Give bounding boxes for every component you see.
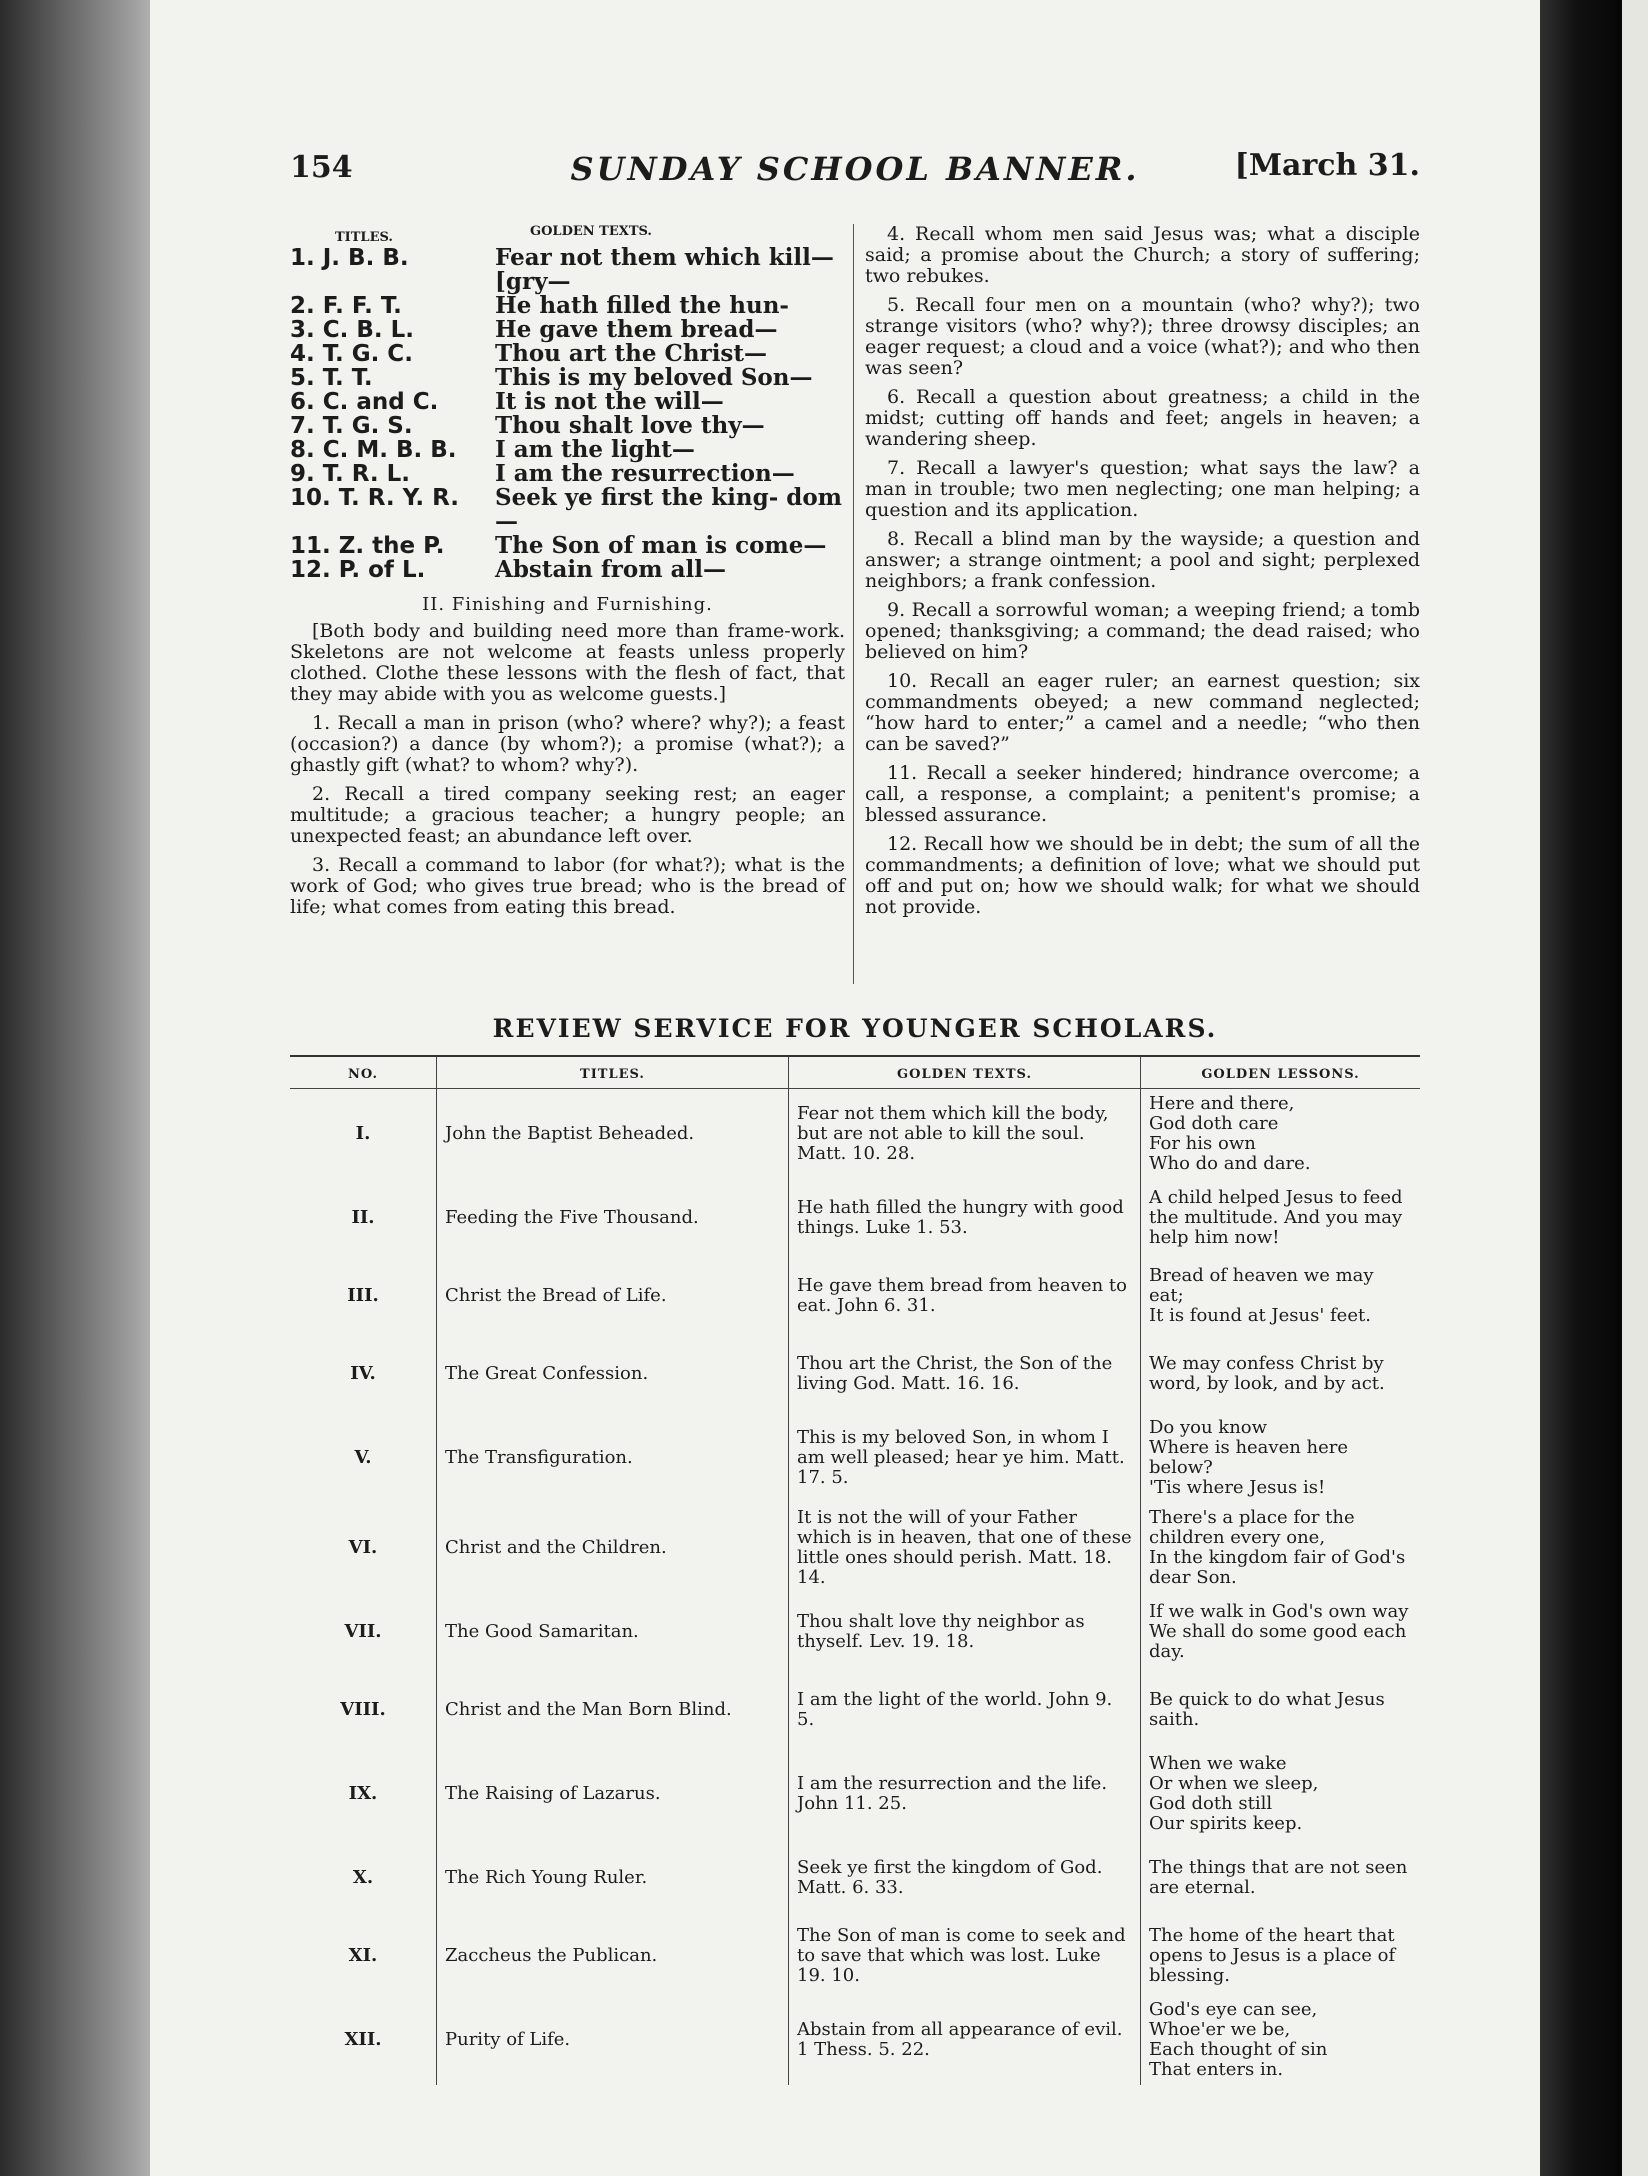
lesson-number: I. bbox=[355, 1123, 371, 1144]
lesson-title: Purity of Life. bbox=[437, 1995, 789, 2085]
titles-row bbox=[290, 486, 845, 534]
review-row bbox=[290, 1413, 1420, 1503]
review-service-title: REVIEW SERVICE FOR YOUNGER SCHOLARS. bbox=[492, 1014, 1218, 1043]
titles-row bbox=[290, 390, 845, 414]
recall-item: 6. Recall a question about greatness; a child in the midst; cutting off hands and feet; angels in heaven; a wandering sheep. bbox=[865, 386, 1420, 450]
recall-item: 2. Recall a tired company seeking rest; an eager multitude; a gracious teacher; a hungry people; an unexpected feast; an abundance left over. bbox=[290, 783, 845, 847]
title-abbreviation: 7. T. G. S. bbox=[290, 413, 413, 439]
title-abbreviation: 5. T. T. bbox=[290, 365, 373, 391]
intro-paragraph: [Both body and building need more than frame-work. Skeletons are not welcome at feasts unless properly clothed. Clothe these lessons with the flesh of fact, that they may abide with you as welcome guests.] bbox=[290, 620, 845, 705]
lesson-title: Christ and the Man Born Blind. bbox=[437, 1671, 789, 1749]
golden-texts-label: GOLDEN TEXTS. bbox=[530, 224, 652, 239]
title-abbreviation: 6. C. and C. bbox=[290, 389, 439, 415]
golden-lesson: The home of the heart that opens to Jesus is a place of blessing. bbox=[1141, 1917, 1421, 1995]
golden-lesson: God's eye can see, Whoe'er we be, Each thought of sin That enters in. bbox=[1141, 1995, 1421, 2085]
review-row bbox=[290, 1257, 1420, 1335]
title-abbreviation: 3. C. B. L. bbox=[290, 317, 415, 343]
golden-text: He gave them bread from heaven to eat. John 6. 31. bbox=[789, 1257, 1141, 1335]
review-row bbox=[290, 1335, 1420, 1413]
lesson-title: The Good Samaritan. bbox=[437, 1593, 789, 1671]
lesson-number: X. bbox=[352, 1867, 374, 1888]
golden-text-fragment: Thou shalt love thy— bbox=[495, 412, 765, 439]
golden-text: He hath filled the hungry with good things. Luke 1. 53. bbox=[789, 1179, 1141, 1257]
title-abbreviation: 12. P. of L. bbox=[290, 557, 426, 583]
title-abbreviation: 1. J. B. B. bbox=[290, 245, 409, 271]
lesson-title: The Great Confession. bbox=[437, 1335, 789, 1413]
lesson-number: III. bbox=[347, 1285, 379, 1306]
titles-row bbox=[290, 342, 845, 366]
golden-text-fragment: This is my beloved Son— bbox=[495, 364, 813, 391]
titles-row bbox=[290, 366, 845, 390]
title-abbreviation: 10. T. R. Y. R. bbox=[290, 485, 460, 511]
lesson-title: Zaccheus the Publican. bbox=[437, 1917, 789, 1995]
lesson-title: Christ and the Children. bbox=[437, 1503, 789, 1593]
golden-text: This is my beloved Son, in whom I am well pleased; hear ye him. Matt. 17. 5. bbox=[789, 1413, 1141, 1503]
lesson-number: XI. bbox=[348, 1945, 378, 1966]
golden-text-fragment: Fear not them which kill— [gry— bbox=[495, 244, 834, 295]
review-row bbox=[290, 1995, 1420, 2085]
running-header bbox=[290, 140, 1420, 196]
lesson-number: IV. bbox=[350, 1363, 376, 1384]
recall-item: 9. Recall a sorrowful woman; a weeping friend; a tomb opened; thanksgiving; a command; the dead raised; who believed on him? bbox=[865, 599, 1420, 663]
lesson-title: The Rich Young Ruler. bbox=[437, 1839, 789, 1917]
column-divider bbox=[853, 224, 854, 984]
golden-text: It is not the will of your Father which is in heaven, that one of these little ones should perish. Matt. 18. 14. bbox=[789, 1503, 1141, 1593]
review-table-body bbox=[290, 1089, 1420, 2086]
golden-text: Seek ye first the kingdom of God. Matt. 6. 33. bbox=[789, 1839, 1141, 1917]
golden-text: Abstain from all appearance of evil. 1 Thess. 5. 22. bbox=[789, 1995, 1141, 2085]
lesson-title: Feeding the Five Thousand. bbox=[437, 1179, 789, 1257]
review-row bbox=[290, 1593, 1420, 1671]
review-row bbox=[290, 1749, 1420, 1839]
golden-text: Fear not them which kill the body, but are not able to kill the soul. Matt. 10. 28. bbox=[789, 1089, 1141, 1180]
title-abbreviation: 2. F. F. T. bbox=[290, 293, 402, 319]
golden-text: The Son of man is come to seek and to save that which was lost. Luke 19. 10. bbox=[789, 1917, 1141, 1995]
review-row bbox=[290, 1179, 1420, 1257]
lesson-title: John the Baptist Beheaded. bbox=[437, 1089, 789, 1180]
review-row bbox=[290, 1089, 1420, 1180]
lesson-number: IX. bbox=[348, 1783, 378, 1804]
golden-text-fragment: He gave them bread— bbox=[495, 316, 778, 343]
right-items bbox=[865, 224, 1420, 918]
lesson-number: XII. bbox=[344, 2029, 382, 2050]
golden-lesson: There's a place for the children every one, In the kingdom fair of God's dear Son. bbox=[1141, 1503, 1421, 1593]
golden-text: Thou shalt love thy neighbor as thyself. Lev. 19. 18. bbox=[789, 1593, 1141, 1671]
golden-text: I am the resurrection and the life. John 11. 25. bbox=[789, 1749, 1141, 1839]
review-row bbox=[290, 1839, 1420, 1917]
golden-text-fragment: I am the light— bbox=[495, 436, 695, 463]
titles-table bbox=[290, 246, 845, 582]
col-header-no: NO. bbox=[290, 1056, 437, 1089]
lesson-number: V. bbox=[354, 1447, 372, 1468]
col-header-titles: TITLES. bbox=[437, 1056, 789, 1089]
lesson-number: VII. bbox=[344, 1621, 382, 1642]
title-abbreviation: 11. Z. the P. bbox=[290, 533, 445, 559]
recall-item: 4. Recall whom men said Jesus was; what a disciple said; a promise about the Church; a story of suffering; two rebukes. bbox=[865, 223, 1420, 287]
golden-text-fragment: It is not the will— bbox=[495, 388, 724, 415]
golden-text-fragment: Thou art the Christ— bbox=[495, 340, 768, 367]
titles-row bbox=[290, 318, 845, 342]
left-items bbox=[290, 713, 845, 918]
book-spine bbox=[0, 0, 160, 2176]
titles-row bbox=[290, 462, 845, 486]
recall-item: 12. Recall how we should be in debt; the sum of all the commandments; a definition of love; what we should put off and put on; how we should walk; for what we should not provide. bbox=[865, 833, 1420, 918]
scanned-page bbox=[150, 0, 1540, 2176]
golden-text-fragment: Seek ye first the king- dom— bbox=[495, 484, 843, 535]
titles-row bbox=[290, 246, 845, 294]
golden-lesson: When we wake Or when we sleep, God doth still Our spirits keep. bbox=[1141, 1749, 1421, 1839]
golden-text-fragment: Abstain from all— bbox=[495, 556, 726, 583]
review-row bbox=[290, 1503, 1420, 1593]
page-content bbox=[290, 140, 1420, 2085]
right-column bbox=[865, 224, 1420, 926]
publication-title: SUNDAY SCHOOL BANNER. bbox=[570, 150, 1140, 188]
golden-lesson: A child helped Jesus to feed the multitude. And you may help him now! bbox=[1141, 1179, 1421, 1257]
golden-lesson: Here and there, God doth care For his own Who do and dare. bbox=[1141, 1089, 1421, 1180]
col-header-golden-lessons: GOLDEN LESSONS. bbox=[1141, 1056, 1421, 1089]
lesson-number: VI. bbox=[348, 1537, 378, 1558]
golden-lesson: Bread of heaven we may eat; It is found at Jesus' feet. bbox=[1141, 1257, 1421, 1335]
issue-date: [March 31. bbox=[1234, 148, 1420, 183]
lesson-number: II. bbox=[351, 1207, 375, 1228]
golden-lesson: If we walk in God's own way We shall do some good each day. bbox=[1141, 1593, 1421, 1671]
left-column bbox=[290, 224, 845, 926]
lesson-title: The Transfiguration. bbox=[437, 1413, 789, 1503]
golden-text: I am the light of the world. John 9. 5. bbox=[789, 1671, 1141, 1749]
review-row bbox=[290, 1917, 1420, 1995]
recall-item: 1. Recall a man in prison (who? where? why?); a feast (occasion?) a dance (by whom?); a promise (what?); a ghastly gift (what? to whom? why?). bbox=[290, 712, 845, 776]
title-abbreviation: 4. T. G. C. bbox=[290, 341, 413, 367]
lesson-number: VIII. bbox=[340, 1699, 386, 1720]
golden-lesson: Do you know Where is heaven here below? 'Tis where Jesus is! bbox=[1141, 1413, 1421, 1503]
title-abbreviation: 8. C. M. B. B. bbox=[290, 437, 457, 463]
col-header-golden-texts: GOLDEN TEXTS. bbox=[789, 1056, 1141, 1089]
titles-row bbox=[290, 534, 845, 558]
two-column-section bbox=[290, 224, 1420, 1004]
titles-row bbox=[290, 294, 845, 318]
page-number: 154 bbox=[290, 150, 353, 185]
titles-row bbox=[290, 414, 845, 438]
golden-lesson: Be quick to do what Jesus saith. bbox=[1141, 1671, 1421, 1749]
lesson-title: The Raising of Lazarus. bbox=[437, 1749, 789, 1839]
golden-lesson: The things that are not seen are eternal. bbox=[1141, 1839, 1421, 1917]
titles-row bbox=[290, 558, 845, 582]
golden-text-fragment: He hath filled the hun- bbox=[495, 292, 789, 319]
recall-item: 10. Recall an eager ruler; an earnest question; six commandments obeyed; a new command neglected; “how hard to enter;” a camel and a needle; “who then can be saved?” bbox=[865, 670, 1420, 755]
recall-item: 8. Recall a blind man by the wayside; a question and answer; a strange ointment; a pool and sight; perplexed neighbors; a frank confession. bbox=[865, 528, 1420, 592]
titles-row bbox=[290, 438, 845, 462]
golden-text-fragment: The Son of man is come— bbox=[495, 532, 827, 559]
golden-text: Thou art the Christ, the Son of the living God. Matt. 16. 16. bbox=[789, 1335, 1141, 1413]
review-row bbox=[290, 1671, 1420, 1749]
golden-lesson: We may confess Christ by word, by look, and by act. bbox=[1141, 1335, 1421, 1413]
section-heading: II. Finishing and Furnishing. bbox=[422, 594, 713, 615]
recall-item: 3. Recall a command to labor (for what?); what is the work of God; who gives true bread; who is the bread of life; what comes from eating this bread. bbox=[290, 854, 845, 918]
lesson-title: Christ the Bread of Life. bbox=[437, 1257, 789, 1335]
title-abbreviation: 9. T. R. L. bbox=[290, 461, 410, 487]
golden-text-fragment: I am the resurrection— bbox=[495, 460, 795, 487]
review-table bbox=[290, 1055, 1420, 2085]
next-page-edge bbox=[1622, 0, 1648, 2176]
titles-label: TITLES. bbox=[335, 230, 393, 245]
recall-item: 5. Recall four men on a mountain (who? why?); two strange visitors (who? why?); three drowsy disciples; an eager request; a cloud and a voice (what?); and who then was seen? bbox=[865, 294, 1420, 379]
recall-item: 7. Recall a lawyer's question; what says the law? a man in trouble; two men neglecting; one man helping; a question and its application. bbox=[865, 457, 1420, 521]
titles-table-header bbox=[290, 224, 845, 246]
recall-item: 11. Recall a seeker hindered; hindrance overcome; a call, a response, a complaint; a penitent's promise; a blessed assurance. bbox=[865, 762, 1420, 826]
